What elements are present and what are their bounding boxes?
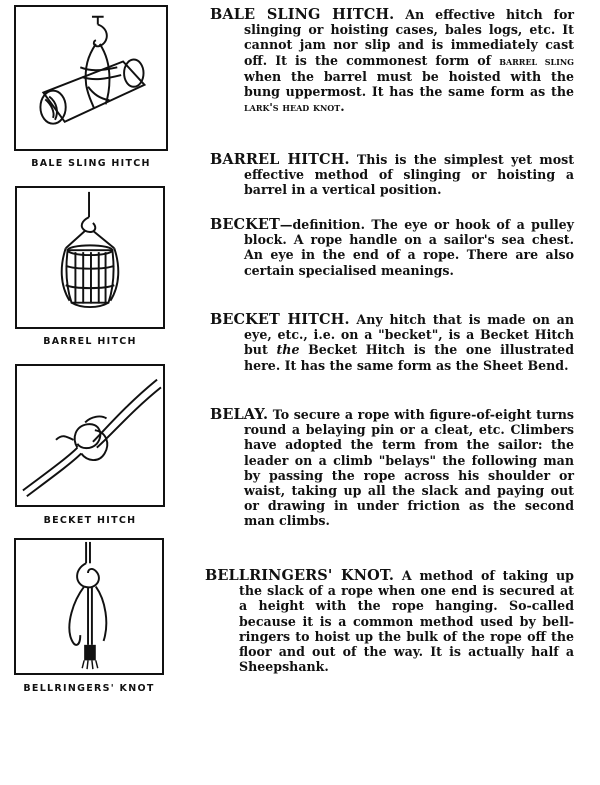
figure-bale-sling-hitch: [14, 5, 168, 151]
entry-text: This is the simplest yet most effective method of slinging or hoisting a barrel in a vertical position.: [244, 152, 575, 198]
entry-text: A method of taking up the slack of a rope when one end is secured at a height with the rope hanging. So-called because it is a common method used by bell-ringers to hoist up the bulk of the rope off the floor and out of the way. It is actually half a Sheepshank.: [239, 568, 574, 675]
bale-sling-hitch-illustration: [16, 7, 166, 149]
becket-hitch-illustration: [17, 366, 163, 505]
cross-reference: lark's head knot: [244, 101, 341, 115]
barrel-hitch-illustration: [17, 188, 163, 327]
entry-heading: BELAY.: [210, 406, 269, 423]
entry-text: when the barrel must be hoisted with the bung uppermost. It has the same form as the: [244, 68, 574, 100]
entry-text-italic: the: [276, 342, 300, 358]
entry-heading: BECKET: [210, 216, 280, 233]
entry-barrel-hitch: [210, 152, 574, 198]
entry-heading: BALE SLING HITCH.: [210, 6, 395, 23]
figure-barrel-hitch: [15, 186, 165, 329]
entry-text: Any hitch that is made on an eye, etc., i.e. on a "becket", is a Becket Hitch but: [244, 312, 575, 358]
entry-text: An effective hitch for slinging or hoisting cases, bales logs, etc. It cannot jam nor slip and is immediately cast off. It is the commonest form of: [244, 7, 574, 68]
entry-becket: [210, 217, 574, 278]
entry-bale-sling-hitch: [210, 7, 574, 115]
entry-text: —definition. The eye or hook of a pulley block. A rope handle on a sailor's sea chest. An eye in the end of a rope. There are also certain specialised meanings.: [244, 217, 574, 278]
cross-reference: barrel sling: [499, 54, 575, 68]
figure-caption: BELLRINGERS' KNOT: [23, 683, 155, 694]
figure-bellringers-knot: [14, 538, 164, 675]
entry-text: .: [340, 99, 345, 115]
entry-heading: BELLRINGERS' KNOT.: [205, 567, 394, 584]
bellringers-knot-illustration: [16, 540, 162, 673]
entry-heading: BARREL HITCH.: [210, 151, 350, 168]
entry-text: Becket Hitch is the one illustrated here. It has the same form as the Sheet Bend.: [244, 342, 574, 373]
figure-caption: BALE SLING HITCH: [31, 158, 151, 169]
entry-bellringers-knot: [205, 568, 574, 674]
figure-caption: BARREL HITCH: [43, 336, 137, 347]
figure-caption: BECKET HITCH: [43, 515, 137, 526]
entry-belay: [210, 407, 574, 529]
figure-becket-hitch: [15, 364, 165, 507]
entry-heading: BECKET HITCH.: [210, 311, 350, 328]
entry-text: To secure a rope with figure-of-eight turns round a belaying pin or a cleat, etc. Climbers have adopted the term from the sailor: the leader on a climb "belays" the following man by passing the rope across his shoulder or waist, taking up all the slack and paying out or drawing in under friction as the second man climbs.: [244, 407, 574, 529]
entry-becket-hitch: [210, 312, 574, 373]
